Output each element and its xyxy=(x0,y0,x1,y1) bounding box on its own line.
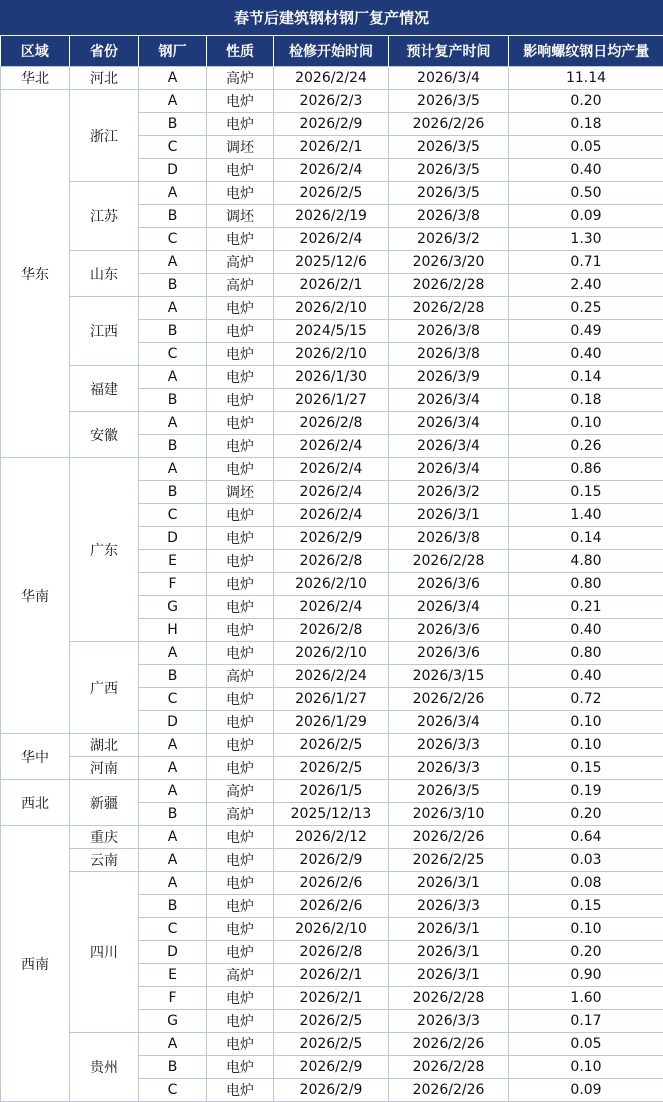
resume-date-cell: 2026/3/8 xyxy=(389,343,509,366)
table-row xyxy=(1,780,663,803)
output-cell: 0.80 xyxy=(509,573,663,596)
output-cell: 4.80 xyxy=(509,550,663,573)
type-cell: 电炉 xyxy=(207,711,274,734)
start-date-cell: 2026/2/24 xyxy=(274,67,389,90)
start-date-cell: 2026/2/5 xyxy=(274,757,389,780)
output-cell: 0.64 xyxy=(509,826,663,849)
resume-date-cell: 2026/3/4 xyxy=(389,435,509,458)
resume-date-cell: 2026/2/28 xyxy=(389,550,509,573)
type-cell: 高炉 xyxy=(207,67,274,90)
output-cell: 0.10 xyxy=(509,734,663,757)
output-cell: 1.60 xyxy=(509,987,663,1010)
output-cell: 0.05 xyxy=(509,136,663,159)
start-date-cell: 2026/2/24 xyxy=(274,665,389,688)
start-date-cell: 2026/2/8 xyxy=(274,412,389,435)
mill-cell: B xyxy=(139,113,207,136)
output-cell: 0.20 xyxy=(509,90,663,113)
output-cell: 0.15 xyxy=(509,757,663,780)
output-cell: 0.40 xyxy=(509,343,663,366)
start-date-cell: 2026/2/4 xyxy=(274,159,389,182)
header-region: 区域 xyxy=(1,36,70,67)
output-cell: 0.03 xyxy=(509,849,663,872)
table-row xyxy=(1,642,663,665)
start-date-cell: 2026/2/9 xyxy=(274,849,389,872)
start-date-cell: 2026/2/4 xyxy=(274,481,389,504)
table-body xyxy=(1,67,663,1102)
region-cell: 西南 xyxy=(1,826,70,1102)
type-cell: 电炉 xyxy=(207,941,274,964)
start-date-cell: 2026/2/5 xyxy=(274,182,389,205)
table-title: 春节后建筑钢材钢厂复产情况 xyxy=(0,0,663,36)
output-cell: 0.40 xyxy=(509,619,663,642)
type-cell: 高炉 xyxy=(207,665,274,688)
resume-date-cell: 2026/3/2 xyxy=(389,228,509,251)
start-date-cell: 2026/2/5 xyxy=(274,734,389,757)
start-date-cell: 2026/2/10 xyxy=(274,918,389,941)
resume-date-cell: 2026/2/26 xyxy=(389,113,509,136)
mill-cell: B xyxy=(139,1056,207,1079)
resume-date-cell: 2026/3/2 xyxy=(389,481,509,504)
output-cell: 0.80 xyxy=(509,642,663,665)
start-date-cell: 2026/2/6 xyxy=(274,872,389,895)
table-row xyxy=(1,458,663,481)
start-date-cell: 2025/12/13 xyxy=(274,803,389,826)
type-cell: 电炉 xyxy=(207,573,274,596)
province-cell: 山东 xyxy=(70,251,139,297)
mill-cell: A xyxy=(139,297,207,320)
type-cell: 电炉 xyxy=(207,90,274,113)
header-province: 省份 xyxy=(70,36,139,67)
start-date-cell: 2026/2/8 xyxy=(274,941,389,964)
mill-cell: E xyxy=(139,964,207,987)
resume-date-cell: 2026/3/15 xyxy=(389,665,509,688)
mill-cell: A xyxy=(139,251,207,274)
output-cell: 0.20 xyxy=(509,803,663,826)
mill-cell: C xyxy=(139,343,207,366)
steel-mill-table xyxy=(0,36,663,1102)
mill-cell: E xyxy=(139,550,207,573)
province-cell: 重庆 xyxy=(70,826,139,849)
mill-cell: D xyxy=(139,159,207,182)
start-date-cell: 2026/2/9 xyxy=(274,113,389,136)
mill-cell: D xyxy=(139,527,207,550)
resume-date-cell: 2026/3/3 xyxy=(389,1010,509,1033)
start-date-cell: 2025/12/6 xyxy=(274,251,389,274)
mill-cell: B xyxy=(139,389,207,412)
type-cell: 高炉 xyxy=(207,803,274,826)
start-date-cell: 2026/2/3 xyxy=(274,90,389,113)
start-date-cell: 2026/2/9 xyxy=(274,1079,389,1102)
province-cell: 河南 xyxy=(70,757,139,780)
table-row xyxy=(1,826,663,849)
resume-date-cell: 2026/3/1 xyxy=(389,872,509,895)
start-date-cell: 2026/2/10 xyxy=(274,343,389,366)
province-cell: 广东 xyxy=(70,458,139,642)
mill-cell: A xyxy=(139,1033,207,1056)
mill-cell: C xyxy=(139,1079,207,1102)
type-cell: 电炉 xyxy=(207,550,274,573)
resume-date-cell: 2026/3/10 xyxy=(389,803,509,826)
output-cell: 0.18 xyxy=(509,389,663,412)
type-cell: 电炉 xyxy=(207,734,274,757)
mill-cell: F xyxy=(139,573,207,596)
resume-date-cell: 2026/3/1 xyxy=(389,504,509,527)
table-row xyxy=(1,412,663,435)
resume-date-cell: 2026/2/26 xyxy=(389,826,509,849)
start-date-cell: 2026/2/4 xyxy=(274,458,389,481)
mill-cell: A xyxy=(139,182,207,205)
table-row xyxy=(1,182,663,205)
type-cell: 电炉 xyxy=(207,504,274,527)
table-row xyxy=(1,251,663,274)
output-cell: 0.14 xyxy=(509,366,663,389)
table-row xyxy=(1,90,663,113)
output-cell: 0.10 xyxy=(509,1056,663,1079)
type-cell: 电炉 xyxy=(207,1033,274,1056)
type-cell: 电炉 xyxy=(207,757,274,780)
type-cell: 电炉 xyxy=(207,987,274,1010)
mill-cell: A xyxy=(139,826,207,849)
output-cell: 0.18 xyxy=(509,113,663,136)
output-cell: 0.15 xyxy=(509,481,663,504)
mill-cell: G xyxy=(139,1010,207,1033)
resume-date-cell: 2026/2/26 xyxy=(389,1033,509,1056)
start-date-cell: 2026/2/19 xyxy=(274,205,389,228)
resume-date-cell: 2026/3/20 xyxy=(389,251,509,274)
region-cell: 华中 xyxy=(1,734,70,780)
start-date-cell: 2024/5/15 xyxy=(274,320,389,343)
start-date-cell: 2026/2/9 xyxy=(274,527,389,550)
output-cell: 0.50 xyxy=(509,182,663,205)
output-cell: 0.09 xyxy=(509,1079,663,1102)
type-cell: 电炉 xyxy=(207,1079,274,1102)
header-resume-date: 预计复产时间 xyxy=(389,36,509,67)
region-cell: 华东 xyxy=(1,90,70,458)
type-cell: 高炉 xyxy=(207,251,274,274)
mill-cell: D xyxy=(139,711,207,734)
start-date-cell: 2026/2/1 xyxy=(274,987,389,1010)
resume-date-cell: 2026/3/3 xyxy=(389,757,509,780)
type-cell: 电炉 xyxy=(207,619,274,642)
start-date-cell: 2026/1/5 xyxy=(274,780,389,803)
resume-date-cell: 2026/3/4 xyxy=(389,596,509,619)
start-date-cell: 2026/2/4 xyxy=(274,228,389,251)
resume-date-cell: 2026/3/4 xyxy=(389,711,509,734)
output-cell: 0.40 xyxy=(509,665,663,688)
resume-date-cell: 2026/3/6 xyxy=(389,573,509,596)
mill-cell: A xyxy=(139,458,207,481)
type-cell: 电炉 xyxy=(207,849,274,872)
province-cell: 福建 xyxy=(70,366,139,412)
type-cell: 电炉 xyxy=(207,343,274,366)
resume-date-cell: 2026/3/4 xyxy=(389,67,509,90)
output-cell: 1.40 xyxy=(509,504,663,527)
type-cell: 电炉 xyxy=(207,895,274,918)
province-cell: 云南 xyxy=(70,849,139,872)
type-cell: 高炉 xyxy=(207,964,274,987)
mill-cell: A xyxy=(139,67,207,90)
province-cell: 江苏 xyxy=(70,182,139,251)
province-cell: 安徽 xyxy=(70,412,139,458)
table-row xyxy=(1,734,663,757)
mill-cell: F xyxy=(139,987,207,1010)
type-cell: 电炉 xyxy=(207,366,274,389)
output-cell: 0.09 xyxy=(509,205,663,228)
mill-cell: A xyxy=(139,734,207,757)
mill-cell: C xyxy=(139,136,207,159)
resume-date-cell: 2026/3/5 xyxy=(389,90,509,113)
mill-cell: B xyxy=(139,803,207,826)
mill-cell: B xyxy=(139,435,207,458)
output-cell: 0.25 xyxy=(509,297,663,320)
resume-date-cell: 2026/3/5 xyxy=(389,136,509,159)
header-start-date: 检修开始时间 xyxy=(274,36,389,67)
output-cell: 0.19 xyxy=(509,780,663,803)
resume-date-cell: 2026/3/4 xyxy=(389,412,509,435)
resume-date-cell: 2026/2/25 xyxy=(389,849,509,872)
province-cell: 广西 xyxy=(70,642,139,734)
start-date-cell: 2026/2/5 xyxy=(274,1010,389,1033)
start-date-cell: 2026/2/10 xyxy=(274,297,389,320)
resume-date-cell: 2026/3/8 xyxy=(389,320,509,343)
output-cell: 0.49 xyxy=(509,320,663,343)
type-cell: 电炉 xyxy=(207,412,274,435)
type-cell: 电炉 xyxy=(207,688,274,711)
type-cell: 电炉 xyxy=(207,159,274,182)
output-cell: 11.14 xyxy=(509,67,663,90)
output-cell: 0.05 xyxy=(509,1033,663,1056)
resume-date-cell: 2026/3/1 xyxy=(389,918,509,941)
resume-date-cell: 2026/2/26 xyxy=(389,1079,509,1102)
type-cell: 电炉 xyxy=(207,320,274,343)
table-row xyxy=(1,366,663,389)
mill-cell: H xyxy=(139,619,207,642)
type-cell: 电炉 xyxy=(207,435,274,458)
mill-cell: G xyxy=(139,596,207,619)
output-cell: 0.40 xyxy=(509,159,663,182)
output-cell: 0.10 xyxy=(509,918,663,941)
resume-date-cell: 2026/3/9 xyxy=(389,366,509,389)
start-date-cell: 2026/1/29 xyxy=(274,711,389,734)
mill-cell: A xyxy=(139,872,207,895)
output-cell: 0.10 xyxy=(509,711,663,734)
output-cell: 0.15 xyxy=(509,895,663,918)
resume-date-cell: 2026/3/5 xyxy=(389,780,509,803)
mill-cell: A xyxy=(139,757,207,780)
resume-date-cell: 2026/3/5 xyxy=(389,182,509,205)
type-cell: 电炉 xyxy=(207,872,274,895)
output-cell: 0.90 xyxy=(509,964,663,987)
start-date-cell: 2026/2/4 xyxy=(274,435,389,458)
output-cell: 0.26 xyxy=(509,435,663,458)
mill-cell: C xyxy=(139,688,207,711)
mill-cell: A xyxy=(139,642,207,665)
header-row xyxy=(1,36,663,67)
start-date-cell: 2026/2/10 xyxy=(274,642,389,665)
resume-date-cell: 2026/3/5 xyxy=(389,159,509,182)
resume-date-cell: 2026/3/8 xyxy=(389,527,509,550)
mill-cell: B xyxy=(139,205,207,228)
type-cell: 电炉 xyxy=(207,389,274,412)
start-date-cell: 2026/1/30 xyxy=(274,366,389,389)
mill-cell: A xyxy=(139,366,207,389)
resume-date-cell: 2026/3/4 xyxy=(389,458,509,481)
type-cell: 高炉 xyxy=(207,274,274,297)
region-cell: 西北 xyxy=(1,780,70,826)
type-cell: 电炉 xyxy=(207,458,274,481)
type-cell: 电炉 xyxy=(207,527,274,550)
type-cell: 电炉 xyxy=(207,826,274,849)
table-row xyxy=(1,67,663,90)
output-cell: 0.21 xyxy=(509,596,663,619)
table-row xyxy=(1,872,663,895)
mill-cell: C xyxy=(139,504,207,527)
resume-date-cell: 2026/2/28 xyxy=(389,274,509,297)
province-cell: 江西 xyxy=(70,297,139,366)
type-cell: 调坯 xyxy=(207,136,274,159)
type-cell: 电炉 xyxy=(207,642,274,665)
start-date-cell: 2026/2/5 xyxy=(274,1033,389,1056)
table-row xyxy=(1,1033,663,1056)
output-cell: 0.20 xyxy=(509,941,663,964)
resume-date-cell: 2026/3/6 xyxy=(389,619,509,642)
mill-cell: C xyxy=(139,918,207,941)
output-cell: 0.10 xyxy=(509,412,663,435)
start-date-cell: 2026/2/1 xyxy=(274,964,389,987)
mill-cell: B xyxy=(139,895,207,918)
start-date-cell: 2026/2/12 xyxy=(274,826,389,849)
mill-cell: A xyxy=(139,849,207,872)
output-cell: 0.14 xyxy=(509,527,663,550)
type-cell: 高炉 xyxy=(207,780,274,803)
start-date-cell: 2026/2/1 xyxy=(274,136,389,159)
province-cell: 河北 xyxy=(70,67,139,90)
start-date-cell: 2026/1/27 xyxy=(274,389,389,412)
start-date-cell: 2026/2/6 xyxy=(274,895,389,918)
resume-date-cell: 2026/3/1 xyxy=(389,941,509,964)
province-cell: 新疆 xyxy=(70,780,139,826)
resume-date-cell: 2026/3/1 xyxy=(389,964,509,987)
output-cell: 0.71 xyxy=(509,251,663,274)
type-cell: 调坯 xyxy=(207,481,274,504)
output-cell: 1.30 xyxy=(509,228,663,251)
start-date-cell: 2026/2/8 xyxy=(274,550,389,573)
mill-cell: A xyxy=(139,412,207,435)
resume-date-cell: 2026/3/3 xyxy=(389,895,509,918)
type-cell: 电炉 xyxy=(207,918,274,941)
mill-cell: B xyxy=(139,320,207,343)
type-cell: 电炉 xyxy=(207,182,274,205)
header-type: 性质 xyxy=(207,36,274,67)
table-row xyxy=(1,757,663,780)
output-cell: 2.40 xyxy=(509,274,663,297)
province-cell: 贵州 xyxy=(70,1033,139,1102)
start-date-cell: 2026/2/8 xyxy=(274,619,389,642)
table-row xyxy=(1,297,663,320)
resume-date-cell: 2026/2/28 xyxy=(389,1056,509,1079)
resume-date-cell: 2026/2/28 xyxy=(389,987,509,1010)
start-date-cell: 2026/1/27 xyxy=(274,688,389,711)
type-cell: 电炉 xyxy=(207,1056,274,1079)
table-row xyxy=(1,849,663,872)
resume-date-cell: 2026/3/6 xyxy=(389,642,509,665)
type-cell: 电炉 xyxy=(207,1010,274,1033)
region-cell: 华南 xyxy=(1,458,70,734)
start-date-cell: 2026/2/9 xyxy=(274,1056,389,1079)
output-cell: 0.72 xyxy=(509,688,663,711)
start-date-cell: 2026/2/10 xyxy=(274,573,389,596)
resume-date-cell: 2026/2/26 xyxy=(389,688,509,711)
type-cell: 电炉 xyxy=(207,596,274,619)
resume-date-cell: 2026/3/3 xyxy=(389,734,509,757)
start-date-cell: 2026/2/4 xyxy=(274,504,389,527)
mill-cell: B xyxy=(139,481,207,504)
resume-date-cell: 2026/3/8 xyxy=(389,205,509,228)
start-date-cell: 2026/2/1 xyxy=(274,274,389,297)
output-cell: 0.86 xyxy=(509,458,663,481)
mill-cell: B xyxy=(139,274,207,297)
resume-date-cell: 2026/2/28 xyxy=(389,297,509,320)
province-cell: 湖北 xyxy=(70,734,139,757)
header-mill: 钢厂 xyxy=(139,36,207,67)
start-date-cell: 2026/2/4 xyxy=(274,596,389,619)
mill-cell: A xyxy=(139,90,207,113)
mill-cell: C xyxy=(139,228,207,251)
type-cell: 电炉 xyxy=(207,228,274,251)
region-cell: 华北 xyxy=(1,67,70,90)
type-cell: 电炉 xyxy=(207,113,274,136)
output-cell: 0.17 xyxy=(509,1010,663,1033)
resume-date-cell: 2026/3/4 xyxy=(389,389,509,412)
mill-cell: B xyxy=(139,665,207,688)
type-cell: 调坯 xyxy=(207,205,274,228)
header-output: 影响螺纹钢日均产量 xyxy=(509,36,663,67)
type-cell: 电炉 xyxy=(207,297,274,320)
output-cell: 0.08 xyxy=(509,872,663,895)
province-cell: 四川 xyxy=(70,872,139,1033)
mill-cell: D xyxy=(139,941,207,964)
province-cell: 浙江 xyxy=(70,90,139,182)
mill-cell: A xyxy=(139,780,207,803)
